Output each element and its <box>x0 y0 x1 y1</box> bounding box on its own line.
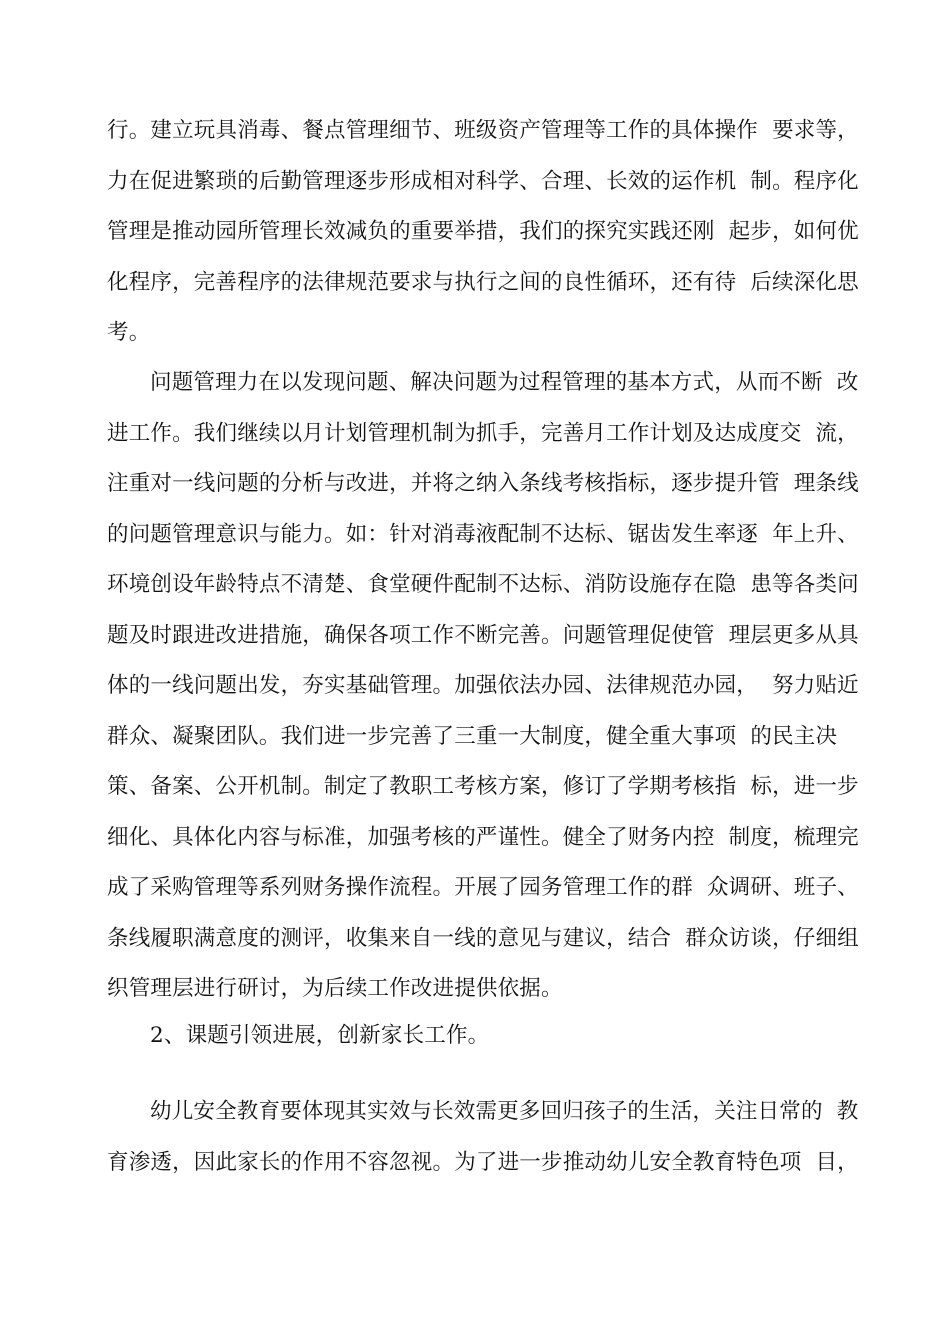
text-line: 群众、凝聚团队。我们进一步完善了三重一大制度，健全重大事项 的民主决 <box>107 723 838 749</box>
paragraph-safety-education <box>107 1087 857 1188</box>
heading-line: 2、课题引领进展，创新家长工作。 <box>150 1023 490 1048</box>
text-line: 考。 <box>107 320 151 345</box>
text-line: 力在促进繁琐的后勤管理逐步形成相对科学、合理、长效的运作机 制。程序化 <box>107 168 859 194</box>
text-line: 题及时跟进改进措施，确保各项工作不断完善。问题管理促使管 理层更多从具 <box>107 622 859 648</box>
text-line: 的问题管理意识与能力。如：针对消毒液配制不达标、锯齿发生率逐 年上升、 <box>107 521 859 547</box>
text-line: 育渗透，因此家长的作用不容忽视。为了进一步推动幼儿安全教育特色项 目， <box>107 1149 859 1175</box>
section-heading <box>107 1011 857 1062</box>
text-line: 进工作。我们继续以月计划管理机制为抓手，完善月工作计划及达成度交 流， <box>107 420 859 446</box>
text-line: 成了采购管理等系列财务操作流程。开展了园务管理工作的群 众调研、班子、 <box>107 875 859 900</box>
text-line: 化程序，完善程序的法律规范要求与执行之间的良性循环，还有待 后续深化思 <box>107 269 859 295</box>
text-line: 管理是推动园所管理长效减负的重要举措，我们的探究实践还刚 起步，如何优 <box>107 219 859 244</box>
paragraph-program-management <box>107 106 857 359</box>
text-line: 行。建立玩具消毒、餐点管理细节、班级资产管理等工作的具体操作 要求等， <box>107 118 859 143</box>
text-line: 幼儿安全教育要体现其实效与长效需更多回归孩子的生活，关注日常的 教 <box>150 1099 859 1124</box>
text-line: 注重对一线问题的分析与改进，并将之纳入条线考核指标，逐步提升管 理条线 <box>107 471 859 496</box>
text-line: 策、备案、公开机制。制定了教职工考核方案，修订了学期考核指 标，进一步 <box>107 774 859 799</box>
text-line: 细化、具体化内容与标准，加强考核的严谨性。健全了财务内控 制度，梳理完 <box>107 824 859 850</box>
text-line: 条线履职满意度的测评，收集来自一线的意见与建议，结合 群众访谈，仔细组 <box>107 925 859 951</box>
text-line: 织管理层进行研讨，为后续工作改进提供依据。 <box>107 976 563 1001</box>
paragraph-problem-management <box>107 358 857 1015</box>
text-line: 问题管理力在以发现问题、解决问题为过程管理的基本方式，从而不断 改 <box>150 370 859 395</box>
text-line: 环境创设年龄特点不清楚、食堂硬件配制不达标、消防设施存在隐 患等各类问 <box>107 572 859 597</box>
text-line: 体的一线问题出发，夯实基础管理。加强依法办园、法律规范办园， 努力贴近 <box>107 673 859 698</box>
